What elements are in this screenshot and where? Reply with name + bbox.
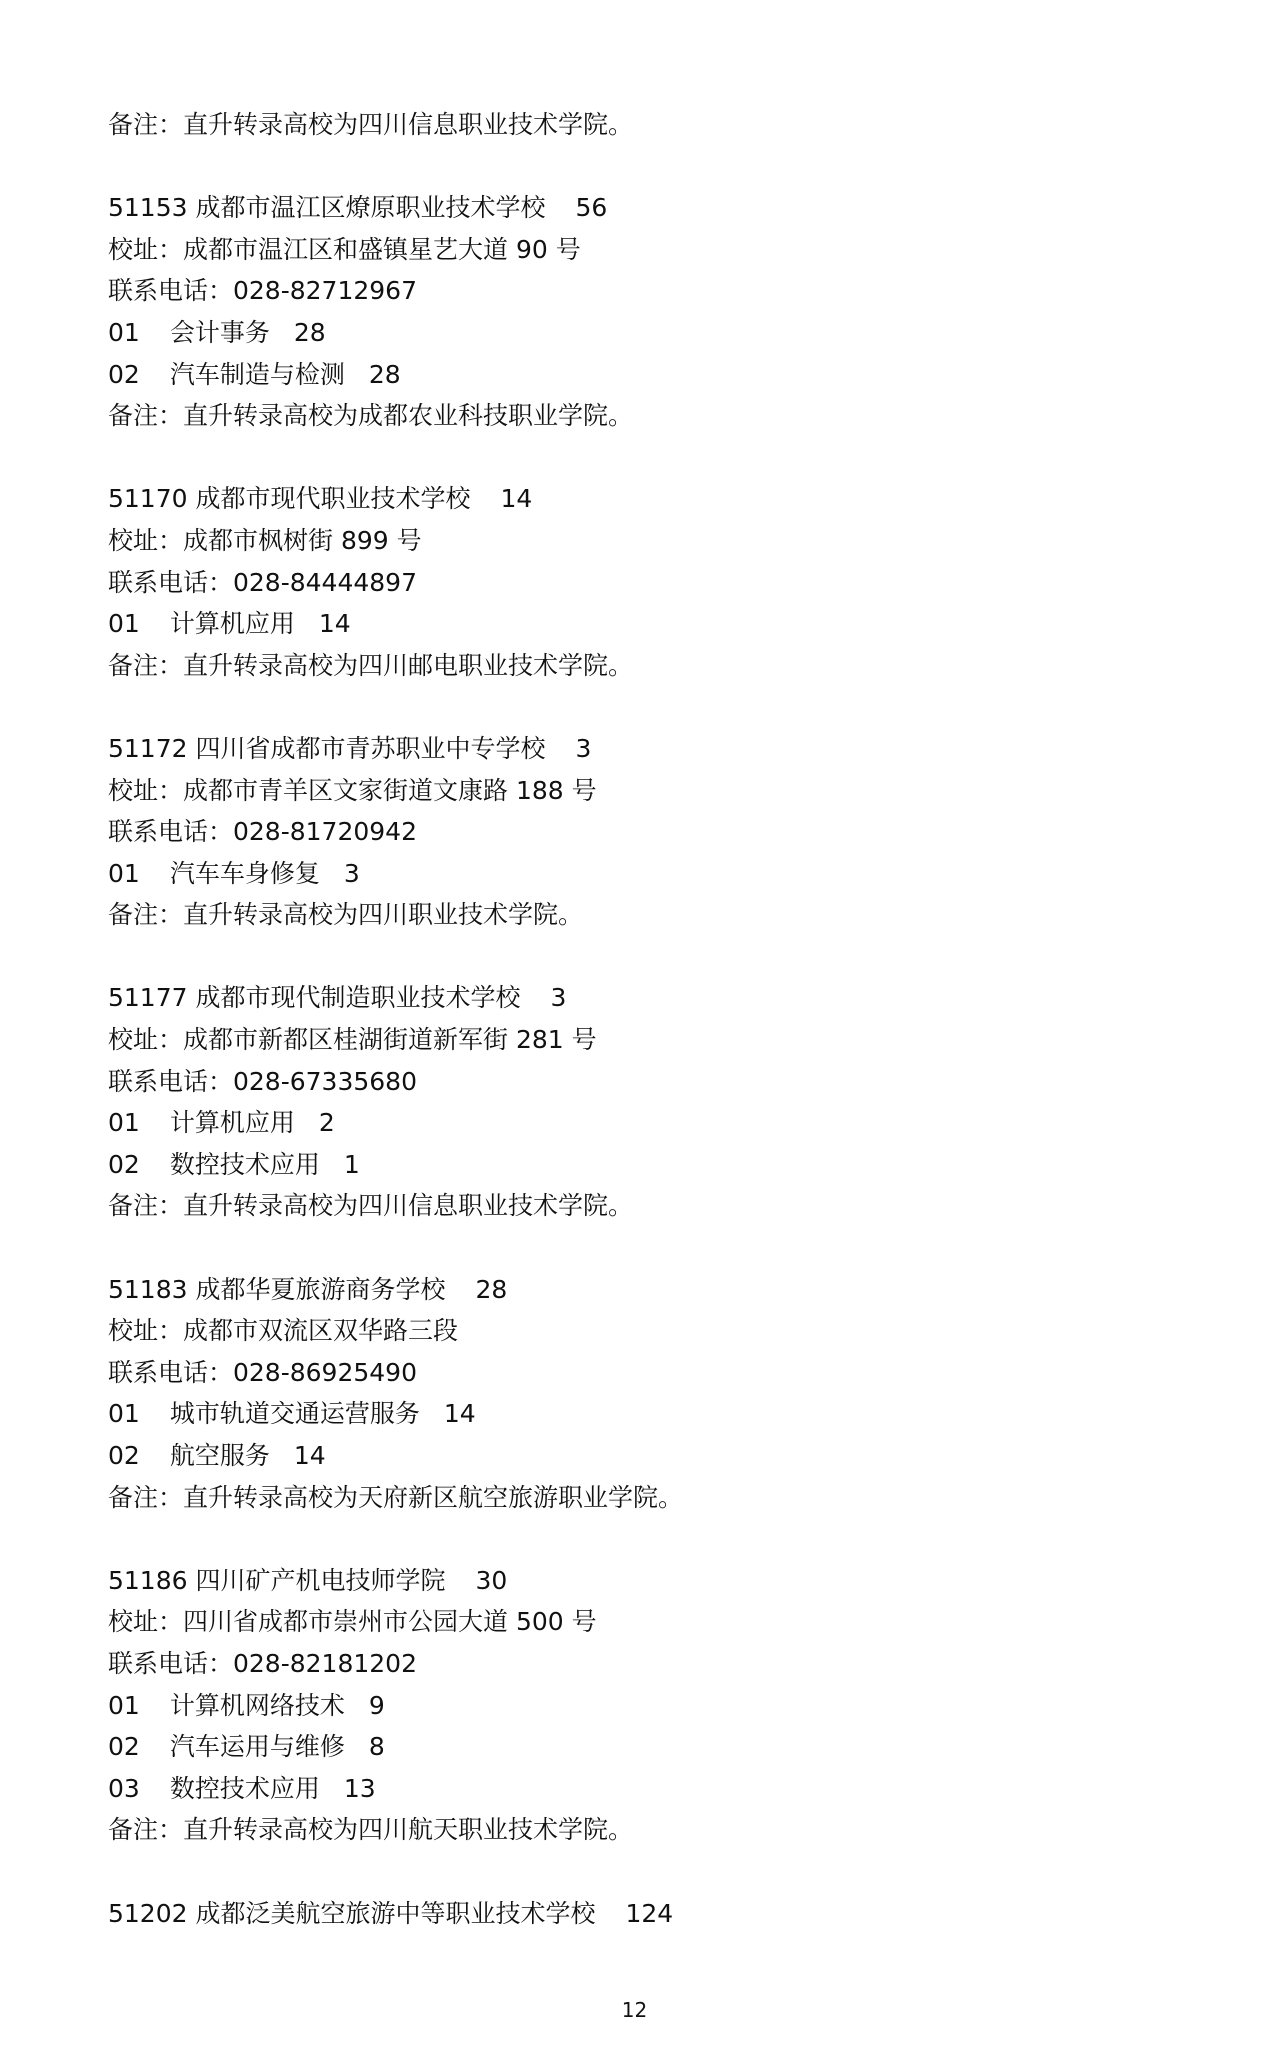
major-row bbox=[108, 1393, 1188, 1435]
major-quota: 8 bbox=[368, 1732, 385, 1762]
school-block bbox=[108, 1269, 1188, 1519]
major-code: 01 bbox=[108, 609, 140, 639]
major-code: 01 bbox=[108, 317, 140, 347]
major-quota: 13 bbox=[343, 1773, 376, 1803]
school-name: 成都华夏旅游商务学校 bbox=[195, 1274, 446, 1304]
major-row bbox=[108, 1144, 1188, 1186]
school-code: 51170 bbox=[108, 484, 188, 514]
major-quota: 14 bbox=[293, 1441, 326, 1470]
major-code: 02 bbox=[108, 1441, 140, 1470]
school-name: 四川矿产机电技师学院 bbox=[195, 1565, 446, 1595]
page-number: 12 bbox=[621, 1998, 648, 2022]
major-code: 01 bbox=[108, 1690, 140, 1720]
major-quota: 28 bbox=[368, 359, 401, 389]
school-phone: 联系电话：028-86925490 bbox=[108, 1357, 417, 1387]
school-code: 51172 bbox=[108, 733, 188, 763]
school-header bbox=[108, 1269, 1188, 1311]
document-body bbox=[108, 104, 1188, 1934]
school-name: 四川省成都市青苏职业中专学校 bbox=[195, 733, 546, 763]
school-name: 成都市现代制造职业技术学校 bbox=[195, 983, 521, 1013]
school-note: 备注：直升转录高校为四川航天职业技术学院。 bbox=[108, 1815, 634, 1845]
major-name: 汽车车身修复 bbox=[169, 858, 320, 888]
major-quota: 1 bbox=[343, 1149, 360, 1179]
school-block bbox=[108, 1560, 1188, 1851]
school-phone: 联系电话：028-82712967 bbox=[108, 276, 417, 306]
school-code: 51177 bbox=[108, 983, 188, 1013]
major-code: 03 bbox=[108, 1773, 140, 1803]
major-name: 城市轨道交通运营服务 bbox=[169, 1399, 420, 1429]
school-quota: 28 bbox=[475, 1274, 508, 1304]
major-code: 01 bbox=[108, 1399, 140, 1429]
school-address: 校址：成都市新都区桂湖街道新军街 281 号 bbox=[108, 1025, 597, 1055]
major-name: 会计事务 bbox=[169, 317, 270, 347]
school-quota: 3 bbox=[550, 983, 567, 1013]
school-header bbox=[108, 187, 1188, 229]
school-note: 备注：直升转录高校为四川信息职业技术学院。 bbox=[108, 1191, 634, 1221]
school-code: 51202 bbox=[108, 1898, 188, 1928]
school-address: 校址：成都市青羊区文家街道文康路 188 号 bbox=[108, 775, 597, 805]
school-code: 51153 bbox=[108, 193, 188, 223]
school-header bbox=[108, 1560, 1188, 1602]
major-row bbox=[108, 354, 1188, 396]
major-row bbox=[108, 1768, 1188, 1810]
school-quota: 56 bbox=[575, 193, 608, 223]
school-quota: 3 bbox=[575, 733, 592, 763]
major-code: 02 bbox=[108, 1732, 140, 1762]
school-phone: 联系电话：028-82181202 bbox=[108, 1648, 417, 1678]
major-name: 数控技术应用 bbox=[169, 1149, 320, 1179]
school-note: 备注：直升转录高校为成都农业科技职业学院。 bbox=[108, 401, 634, 431]
major-row bbox=[108, 603, 1188, 645]
major-quota: 3 bbox=[343, 858, 360, 888]
school-address: 校址：成都市温江区和盛镇星艺大道 90 号 bbox=[108, 234, 581, 264]
major-row bbox=[108, 1102, 1188, 1144]
major-name: 航空服务 bbox=[169, 1441, 270, 1470]
school-name: 成都泛美航空旅游中等职业技术学校 bbox=[195, 1898, 596, 1928]
major-name: 计算机应用 bbox=[169, 1108, 295, 1138]
school-quota: 30 bbox=[475, 1565, 508, 1595]
school-header bbox=[108, 977, 1188, 1019]
major-quota: 14 bbox=[443, 1399, 476, 1429]
school-block bbox=[108, 478, 1188, 686]
school-header bbox=[108, 728, 1188, 770]
major-row bbox=[108, 1435, 1188, 1477]
top-note: 备注：直升转录高校为四川信息职业技术学院。 bbox=[108, 110, 634, 139]
major-row bbox=[108, 853, 1188, 895]
major-name: 计算机网络技术 bbox=[169, 1690, 345, 1720]
school-note: 备注：直升转录高校为四川职业技术学院。 bbox=[108, 900, 584, 930]
school-name: 成都市现代职业技术学校 bbox=[195, 484, 471, 514]
school-block bbox=[108, 728, 1188, 936]
major-name: 数控技术应用 bbox=[169, 1773, 320, 1803]
school-header bbox=[108, 478, 1188, 520]
school-block bbox=[108, 977, 1188, 1227]
major-quota: 9 bbox=[368, 1690, 385, 1720]
school-address: 校址：成都市枫树街 899 号 bbox=[108, 525, 422, 555]
major-code: 02 bbox=[108, 359, 140, 389]
school-address: 校址：四川省成都市崇州市公园大道 500 号 bbox=[108, 1607, 597, 1637]
major-name: 汽车制造与检测 bbox=[169, 359, 345, 389]
major-code: 02 bbox=[108, 1149, 140, 1179]
major-code: 01 bbox=[108, 1108, 140, 1138]
major-quota: 14 bbox=[318, 609, 351, 639]
major-row bbox=[108, 312, 1188, 354]
school-block bbox=[108, 187, 1188, 437]
school-quota: 124 bbox=[625, 1898, 674, 1928]
major-quota: 28 bbox=[293, 317, 326, 347]
school-code: 51183 bbox=[108, 1274, 188, 1304]
school-phone: 联系电话：028-84444897 bbox=[108, 567, 417, 597]
school-header bbox=[108, 1893, 1188, 1935]
school-name: 成都市温江区燎原职业技术学校 bbox=[195, 193, 546, 223]
school-address: 校址：成都市双流区双华路三段 bbox=[108, 1316, 459, 1346]
major-row bbox=[108, 1726, 1188, 1768]
major-row bbox=[108, 1685, 1188, 1727]
school-phone: 联系电话：028-81720942 bbox=[108, 817, 417, 847]
school-note: 备注：直升转录高校为天府新区航空旅游职业学院。 bbox=[108, 1482, 684, 1512]
major-name: 汽车运用与维修 bbox=[169, 1732, 345, 1762]
school-note: 备注：直升转录高校为四川邮电职业技术学院。 bbox=[108, 650, 634, 680]
school-quota: 14 bbox=[500, 484, 533, 514]
school-phone: 联系电话：028-67335680 bbox=[108, 1066, 417, 1096]
major-name: 计算机应用 bbox=[169, 609, 295, 639]
major-code: 01 bbox=[108, 858, 140, 888]
major-quota: 2 bbox=[318, 1108, 335, 1138]
school-code: 51186 bbox=[108, 1565, 188, 1595]
